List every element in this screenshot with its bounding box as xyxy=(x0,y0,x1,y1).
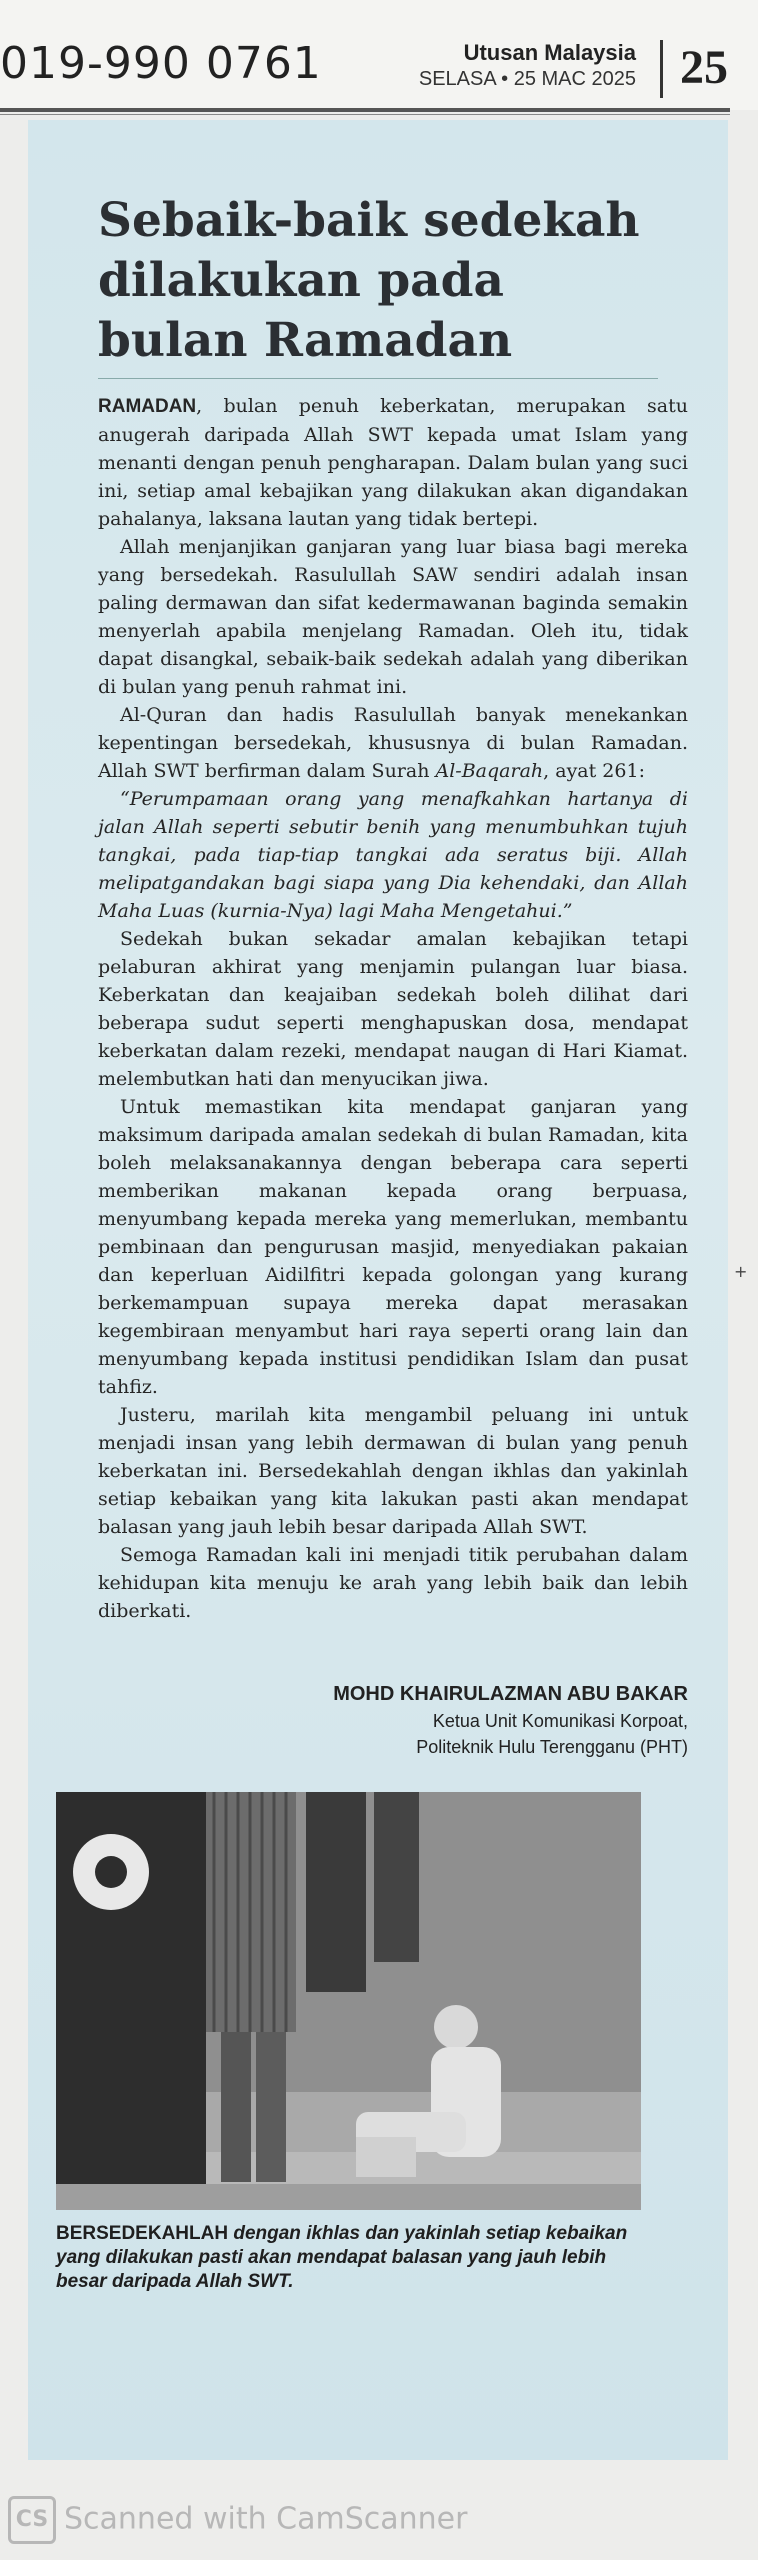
author-role: Ketua Unit Komunikasi Korpoat, xyxy=(432,1711,688,1731)
quran-quote: “Perumpamaan orang yang menafkahkan hartanya di jalan Allah seperti sebutir benih yang menumbuhkan tujuh tangkai, pada tiap-tiap tangkai ada seratus biji. Allah melipatgandakan bagi siapa yang Dia kehendaki, dan Allah Maha Luas (kurnia-Nya) lagi Maha Mengetahui.” xyxy=(98,788,688,922)
newspaper-header xyxy=(0,0,758,110)
author-institution: Politeknik Hulu Terengganu (PHT) xyxy=(416,1737,688,1757)
paragraph-6: Justeru, marilah kita mengambil peluang ini untuk menjadi insan yang lebih dermawan di bulan yang penuh keberkatan ini. Bersedekahlah dengan ikhlas dan yakinlah setiap kebaikan yang kita lakukan pasti akan mendapat balasan yang jauh lebih besar daripada Allah SWT. xyxy=(98,1404,688,1538)
crop-mark: + xyxy=(734,1262,748,1281)
paragraph-1-text: , bulan penuh keberkatan, merupakan satu anugerah daripada Allah SWT kepada umat Islam yang menanti dengan penuh pengharapan. Dalam bulan yang suci ini, setiap amal kebajikan yang dilakukan akan digandakan pahalanya, laksana lautan yang tidak bertepi. xyxy=(98,395,688,530)
lead-word: RAMADAN xyxy=(98,396,197,417)
paragraph-4: Sedekah bukan sekadar amalan kebajikan tetapi pelaburan akhirat yang menjamin pulangan luar biasa. Keberkatan dan keajaiban sedekah boleh dilihat dari beberapa sudut seperti menghapuskan dosa, mendapat keberkatan dalam rezeki, mendapat naugan di Hari Kiamat. melembutkan hati dan menyucikan jiwa. xyxy=(98,928,688,1090)
caption-text: dengan ikhlas dan yakinlah setiap kebaikan yang dilakukan pasti akan mendapat balasan yang jauh lebih besar daripada Allah SWT. xyxy=(56,2223,628,2292)
caption-lead: BERSEDEKAHLAH xyxy=(56,2223,229,2244)
phone-number: 019-990 0761 xyxy=(0,38,322,89)
author-block xyxy=(333,1680,688,1760)
paragraph-3-start: Al-Quran dan hadis Rasulullah banyak menekankan kepentingan bersedekah, khususnya di bulan Ramadan. Allah SWT berfirman dalam Surah xyxy=(98,704,688,782)
surah-name: Al-Baqarah xyxy=(435,760,544,782)
scanner-watermark xyxy=(8,2496,467,2544)
header-rule xyxy=(0,108,730,112)
title-divider xyxy=(98,378,658,379)
page-number: 25 xyxy=(680,41,728,94)
paragraph-5: Untuk memastikan kita mendapat ganjaran yang maksimum daripada amalan sedekah di bulan Ramadan, kita boleh melaksanakannya dengan beberapa cara seperti memberikan makanan kepada orang berpuasa, menyumbang kepada mereka yang memerlukan, membantu pembinaan dan pengurusan masjid, menyediakan pakaian dan keperluan Aidilfitri kepada golongan yang kurang berkemampuan supaya mereka dapat merasakan kegembiraan menyambut hari raya seperti orang lain dan menyumbang kepada institusi pendidikan Islam dan pusat tahfiz. xyxy=(98,1096,688,1398)
article-photo xyxy=(56,1792,641,2210)
photo-illustration xyxy=(56,1792,641,2210)
paragraph-3-end: , ayat 261: xyxy=(543,760,645,782)
paragraph-7: Semoga Ramadan kali ini menjadi titik perubahan dalam kehidupan kita menuju ke arah yang lebih baik dan lebih diberkati. xyxy=(98,1544,688,1622)
paragraph-1 xyxy=(98,392,688,533)
issue-date: SELASA • 25 MAC 2025 xyxy=(418,68,636,90)
paragraph-3 xyxy=(98,701,688,785)
camscanner-logo-icon: CS xyxy=(8,2496,56,2544)
photo-caption xyxy=(56,2222,656,2294)
header-rule-thin xyxy=(0,114,730,115)
article-body xyxy=(98,392,688,1625)
header-divider xyxy=(660,40,663,98)
paragraph-2: Allah menjanjikan ganjaran yang luar biasa bagi mereka yang bersedekah. Rasulullah SAW sendiri adalah insan paling dermawan dan sifat kedermawanan baginda semakin menyerlah apabila menjelang Ramadan. Oleh itu, tidak dapat disangkal, sebaik-baik sedekah adalah yang diberikan di bulan yang penuh rahmat ini. xyxy=(98,536,688,698)
article-title: Sebaik-baik sedekah dilakukan pada bulan Ramadan xyxy=(98,193,640,369)
newspaper-name: Utusan Malaysia xyxy=(463,40,636,65)
watermark-text: Scanned with CamScanner xyxy=(64,2501,468,2537)
author-name: MOHD KHAIRULAZMAN ABU BAKAR xyxy=(333,1683,688,1705)
